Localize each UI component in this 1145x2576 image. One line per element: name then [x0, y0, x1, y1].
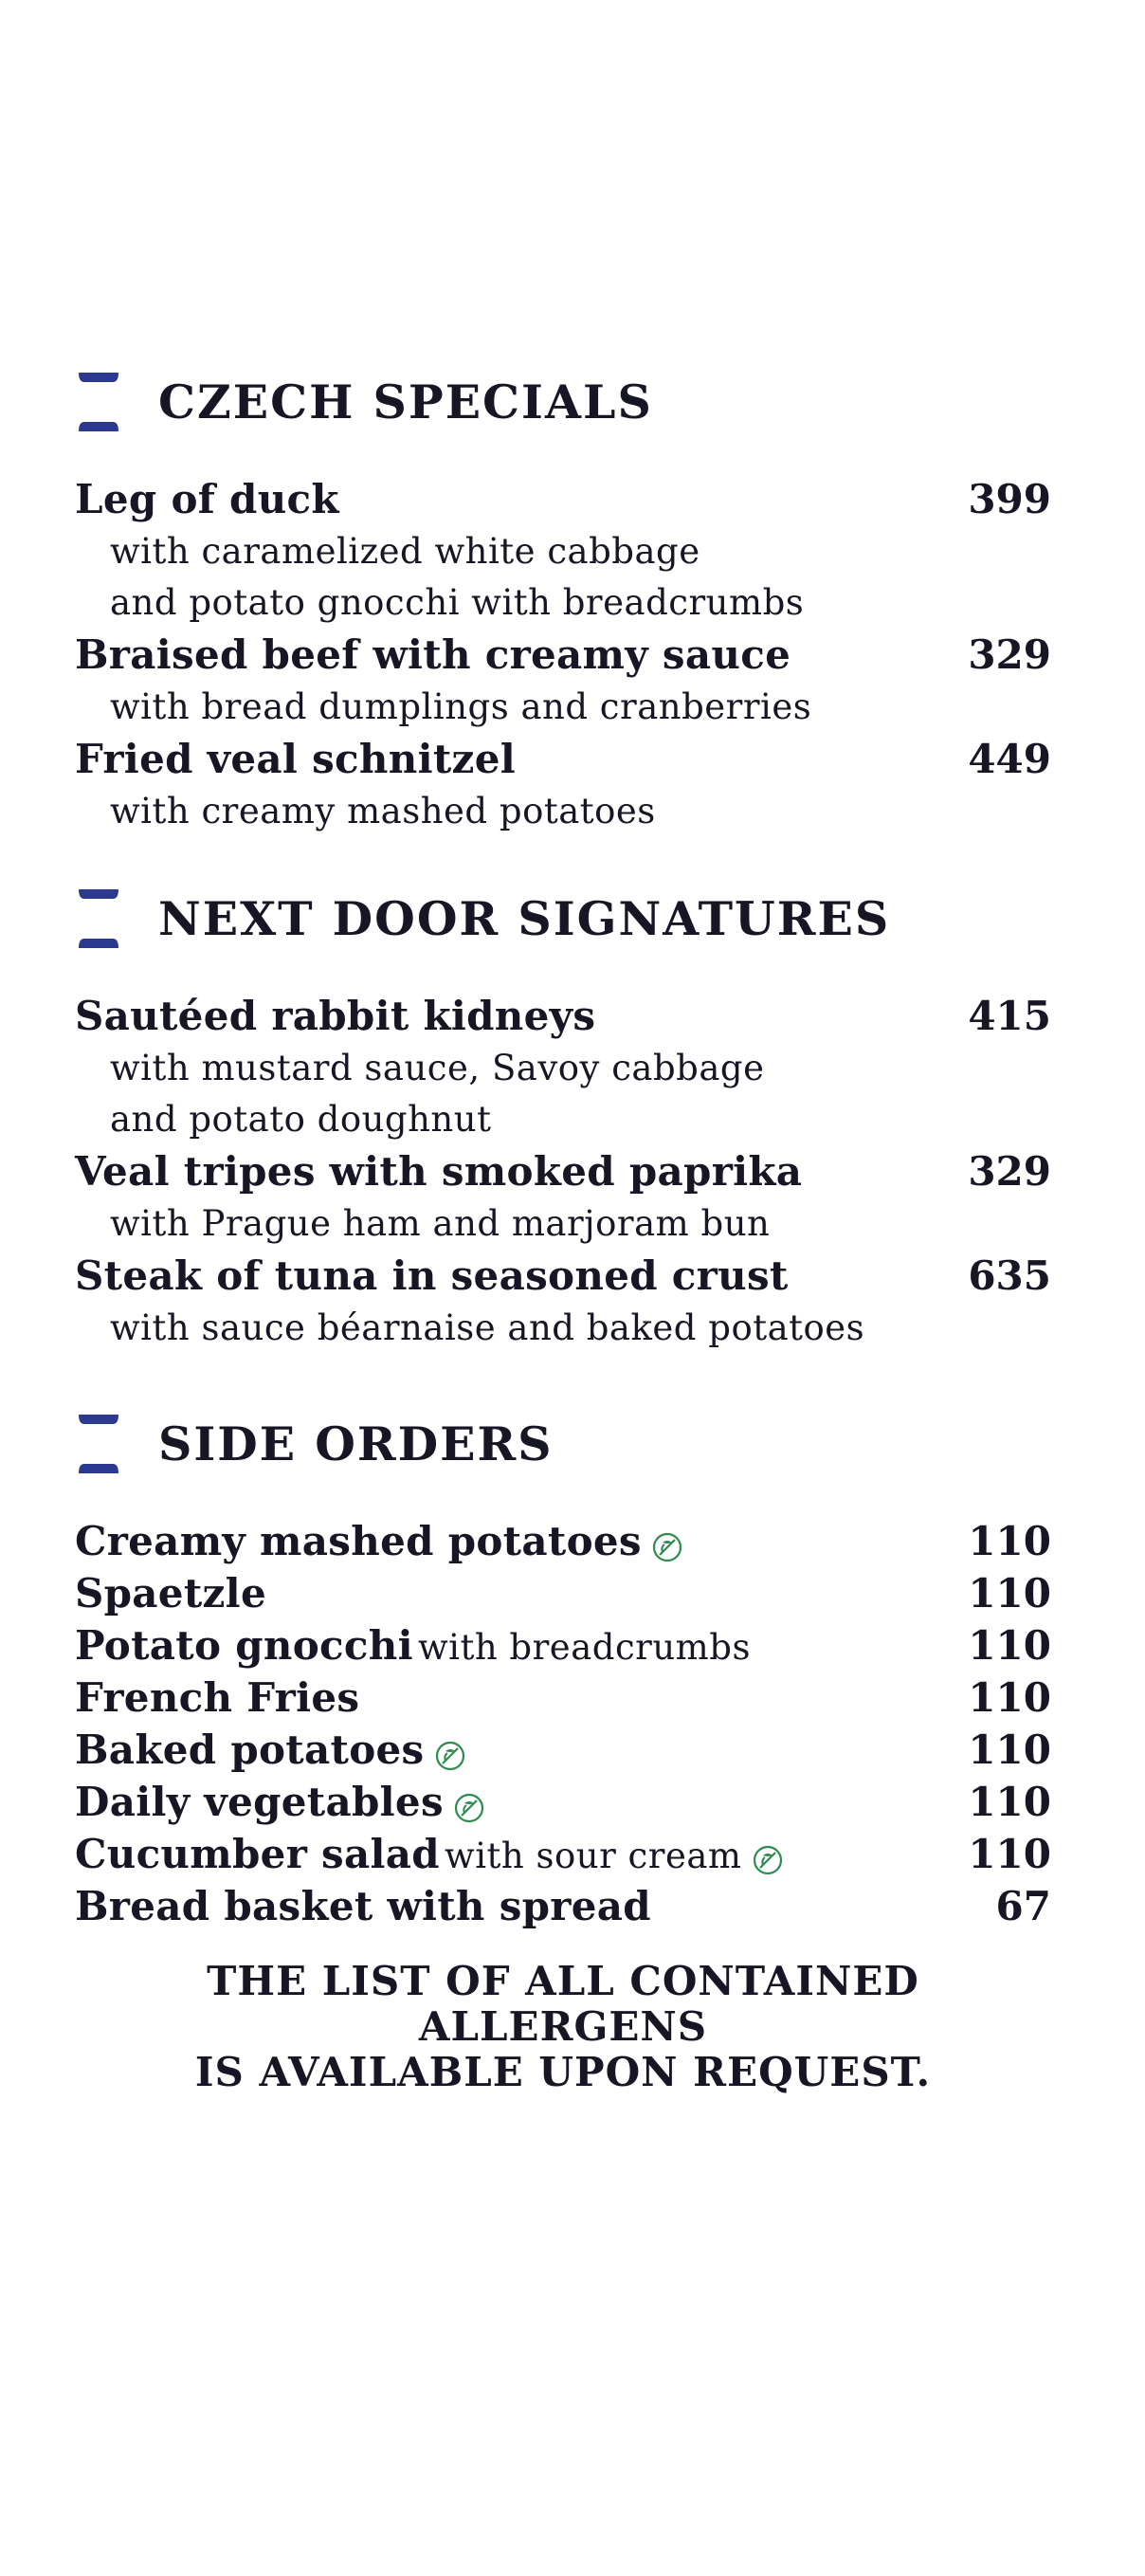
item-name: French Fries [75, 1674, 360, 1721]
item-name: Sautéed rabbit kidneys [75, 993, 596, 1039]
item-price: 449 [968, 736, 1051, 782]
czech-flag-icon [75, 887, 122, 950]
menu-item [75, 1515, 1051, 1567]
menu-item [75, 990, 1051, 1145]
section-header [75, 1411, 1051, 1477]
item-description: with mustard sauce, Savoy cabbage [110, 1048, 765, 1088]
menu-item [75, 1250, 1051, 1354]
item-description: and potato doughnut [110, 1099, 492, 1140]
item-name: Creamy mashed potatoes [75, 1518, 642, 1564]
czech-flag-icon [75, 371, 122, 433]
menu-item [75, 1880, 1051, 1932]
item-description: with Prague ham and marjoram bun [110, 1203, 771, 1244]
menu-item [75, 1724, 1051, 1776]
section-header [75, 369, 1051, 435]
item-name: Steak of tuna in seasoned crust [75, 1252, 789, 1299]
vegan-icon [651, 1531, 683, 1563]
item-description: with creamy mashed potatoes [110, 791, 656, 831]
item-price: 110 [968, 1570, 1051, 1617]
item-name: Veal tripes with smoked paprika [75, 1148, 803, 1195]
section-side-orders [75, 1411, 1051, 1932]
item-name: Baked potatoes [75, 1726, 425, 1773]
item-list [75, 1515, 1051, 1932]
allergen-note [75, 1959, 1051, 2095]
item-price: 110 [968, 1779, 1051, 1825]
item-price: 635 [968, 1252, 1051, 1299]
item-name: Braised beef with creamy sauce [75, 631, 791, 678]
item-price: 110 [968, 1674, 1051, 1721]
menu-item [75, 1619, 1051, 1672]
item-name: Leg of duck [75, 476, 339, 522]
item-list [75, 473, 1051, 837]
menu-item [75, 1672, 1051, 1724]
czech-flag-icon [75, 1413, 122, 1475]
item-list [75, 990, 1051, 1354]
item-price: 415 [968, 993, 1051, 1039]
item-name: Bread basket with spread [75, 1883, 651, 1929]
vegan-icon [434, 1740, 466, 1772]
item-price: 110 [968, 1831, 1051, 1877]
item-price: 110 [968, 1518, 1051, 1564]
allergen-note-line-1: THE LIST OF ALL CONTAINED ALLERGENS [207, 1958, 919, 2050]
item-description: with sauce béarnaise and baked potatoes [110, 1307, 865, 1348]
section-next-door-signatures [75, 886, 1051, 1354]
item-price: 329 [968, 1148, 1051, 1195]
item-description: and potato gnocchi with breadcrumbs [110, 582, 805, 623]
item-description: with sour cream [445, 1836, 742, 1876]
menu-item [75, 733, 1051, 837]
section-czech-specials [75, 369, 1051, 837]
item-name: Potato gnocchi [75, 1622, 413, 1669]
item-name: Daily vegetables [75, 1779, 444, 1825]
item-price: 399 [968, 476, 1051, 522]
menu-item [75, 1145, 1051, 1250]
item-price: 67 [995, 1883, 1051, 1929]
vegan-icon [752, 1844, 784, 1876]
item-name: Spaetzle [75, 1570, 266, 1617]
menu-item [75, 1567, 1051, 1619]
section-title: SIDE ORDERS [158, 1416, 554, 1471]
allergen-note-line-2: IS AVAILABLE UPON REQUEST. [194, 2049, 932, 2095]
section-title: CZECH SPECIALS [158, 375, 653, 429]
vegan-icon [453, 1792, 485, 1824]
item-description: with bread dumplings and cranberries [110, 686, 812, 727]
item-price: 110 [968, 1622, 1051, 1669]
section-header [75, 886, 1051, 952]
menu-item [75, 473, 1051, 629]
item-price: 329 [968, 631, 1051, 678]
menu-item [75, 1828, 1051, 1880]
item-name: Cucumber salad [75, 1831, 440, 1877]
menu-item [75, 629, 1051, 733]
item-price: 110 [968, 1726, 1051, 1773]
menu-item [75, 1776, 1051, 1828]
item-description: with caramelized white cabbage [110, 531, 700, 572]
section-title: NEXT DOOR SIGNATURES [158, 891, 891, 946]
item-name: Fried veal schnitzel [75, 736, 516, 782]
item-description: with breadcrumbs [417, 1627, 751, 1668]
